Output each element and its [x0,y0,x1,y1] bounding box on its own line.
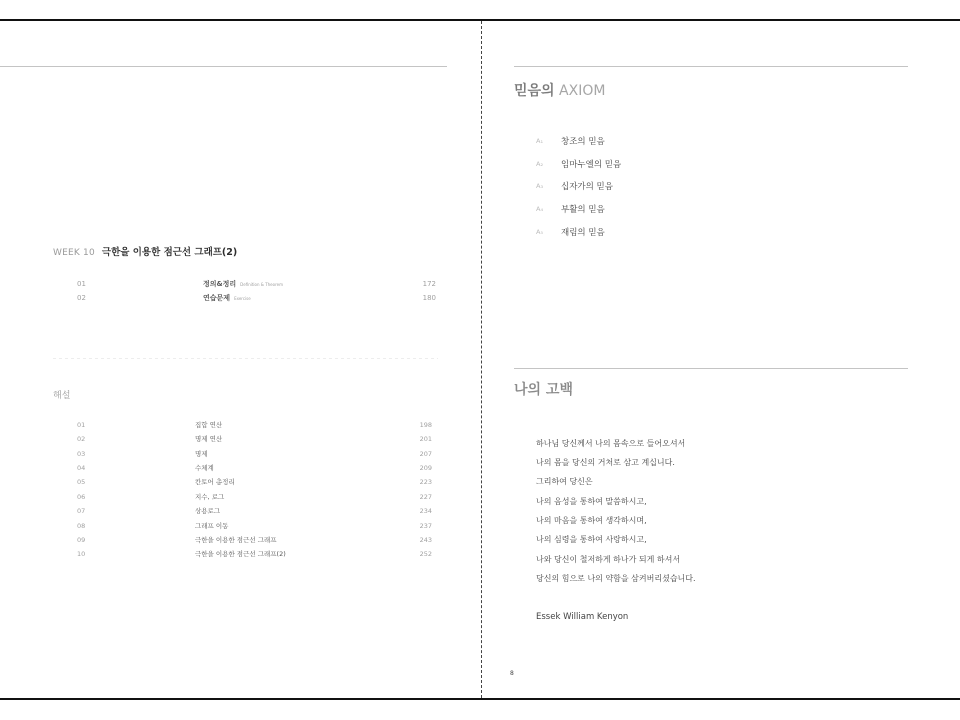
solution-title: 극한을 이용한 점근선 그래프(2) [195,550,286,558]
top-border [0,19,960,21]
axiom-item [536,134,605,148]
axiom-item [536,179,613,193]
axiom-text: 부활의 믿음 [561,205,605,215]
toc-title [203,278,283,291]
solution-title: 명제 [195,450,208,458]
toc-row [0,292,480,304]
confession-author: Essek William Kenyon [536,612,629,622]
solution-row [0,463,480,473]
confession-heading: 나의 고백 [514,382,573,398]
axiom-heading-ko: 믿음의 [514,83,555,99]
axiom-code: A₅ [536,228,544,236]
axiom-heading-en: AXIOM [559,83,606,99]
right-top-rule [514,66,908,67]
solution-row [0,477,480,487]
solution-title: 지수, 로그 [195,493,225,501]
axiom-text: 십자가의 믿음 [561,182,613,192]
solution-title: 상용로그 [195,507,221,515]
confession-line: 나의 마음을 통하여 생각하시며, [536,516,647,525]
axiom-heading [514,80,605,100]
solution-page: 234 [419,507,432,515]
toc-title-text: 정의&정리 [203,280,237,288]
solution-number: 07 [77,507,86,515]
toc-page: 172 [422,280,436,288]
solution-number: 02 [77,435,86,443]
section-separator [53,358,438,359]
solution-page: 207 [419,450,432,458]
confession-line: 그리하여 당신은 [536,477,593,486]
page-number: 8 [510,670,514,677]
solution-row [0,434,480,444]
solution-row [0,420,480,430]
axiom-item [536,225,605,239]
week-heading [53,244,237,258]
toc-row [0,278,480,290]
solution-title: 그래프 이동 [195,522,229,530]
solution-title: 명제 연산 [195,435,223,443]
solution-title: 칸토어 총정리 [195,478,235,486]
axiom-code: A₃ [536,182,544,190]
confession-line: 나의 심령을 통하여 사랑하시고, [536,535,647,544]
solution-number: 05 [77,478,86,486]
axiom-code: A₂ [536,160,544,168]
left-top-rule [0,66,447,67]
solution-row [0,549,480,559]
confession-line: 당신의 힘으로 나의 약함을 삼켜버리셨습니다. [536,574,696,583]
axiom-item [536,202,605,216]
solution-number: 04 [77,464,86,472]
axiom-text: 임마누엘의 믿음 [561,160,622,170]
toc-title [203,292,251,305]
solution-row [0,521,480,531]
axiom-item [536,157,621,171]
confession-line: 나와 당신이 철저하게 하나가 되게 하셔서 [536,555,681,564]
solution-page: 227 [419,493,432,501]
solutions-heading: 해설 [53,391,71,401]
solution-row [0,449,480,459]
confession-line: 나의 몸을 당신의 거처로 삼고 계십니다. [536,458,675,467]
axiom-code: A₄ [536,205,544,213]
toc-title-text: 연습문제 [203,294,231,302]
solution-title: 극한을 이용한 점근선 그래프 [195,536,277,544]
solution-number: 03 [77,450,86,458]
axiom-text: 창조의 믿음 [561,137,605,147]
page-spine-divider [481,21,482,698]
solution-number: 08 [77,522,86,530]
solution-row [0,535,480,545]
toc-page: 180 [422,294,436,302]
solution-number: 06 [77,493,86,501]
solution-row [0,492,480,502]
week-title: 극한을 이용한 점근선 그래프(2) [101,247,238,258]
solution-page: 198 [419,421,432,429]
solution-page: 209 [419,464,432,472]
week-label: WEEK 10 [53,248,95,258]
toc-subtitle: Exercise [234,296,251,301]
toc-number: 01 [77,280,86,288]
solution-page: 252 [419,550,432,558]
solution-page: 201 [419,435,432,443]
solution-number: 10 [77,550,86,558]
solution-number: 01 [77,421,86,429]
solution-page: 243 [419,536,432,544]
confession-line: 나의 음성을 통하여 말씀하시고, [536,497,647,506]
solution-title: 집합 연산 [195,421,223,429]
solution-row [0,506,480,516]
toc-subtitle: Definition & Theorem [240,282,283,287]
right-mid-rule [514,368,908,369]
toc-number: 02 [77,294,86,302]
axiom-code: A₁ [536,137,544,145]
bottom-border [0,698,960,700]
solution-title: 수체계 [195,464,214,472]
solution-page: 223 [419,478,432,486]
solution-page: 237 [419,522,432,530]
axiom-text: 재림의 믿음 [561,228,605,238]
confession-line: 하나님 당신께서 나의 몸속으로 들어오셔서 [536,439,686,448]
solution-number: 09 [77,536,86,544]
